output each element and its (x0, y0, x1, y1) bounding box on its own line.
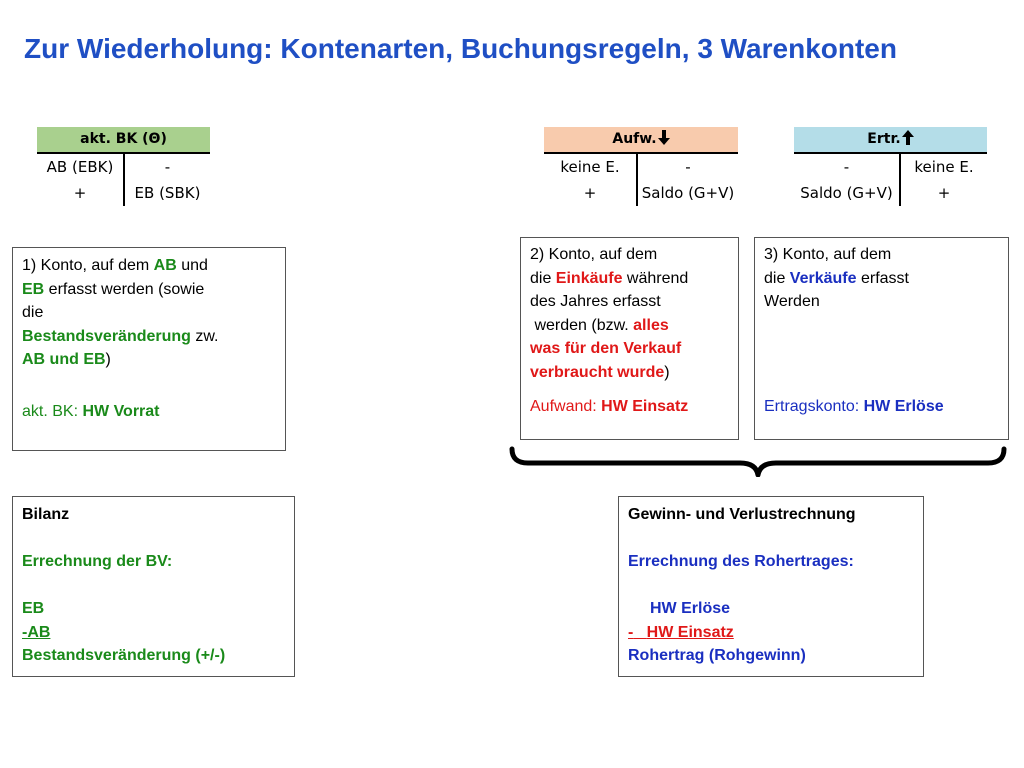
t-account-row (544, 180, 738, 206)
t-account-debit: keine E. (544, 154, 638, 180)
t-account-header (794, 127, 987, 154)
t-account-credit: - (685, 158, 691, 176)
text-line: EB (22, 600, 45, 617)
t-account-row (794, 180, 987, 206)
text-line: was für den Verkauf (530, 340, 682, 357)
t-account-row (37, 154, 210, 180)
t-account-header-label: Ertr. (867, 131, 901, 147)
t-account-credit: Saldo (G+V) (641, 184, 735, 202)
t-account-bk (37, 127, 210, 206)
t-account-header-label: Aufw. (612, 131, 657, 147)
text-line: Gewinn- und Verlustrechnung (628, 506, 856, 523)
t-account-header: akt. BK (Θ) (37, 127, 210, 154)
text-line: des Jahres erfasst (530, 293, 661, 310)
t-account-credit: - (164, 158, 171, 176)
box-ertragskonto (754, 237, 1009, 440)
t-account-credit: keine E. (914, 158, 974, 176)
text-line: EB erfasst werden (sowie (22, 280, 205, 298)
t-account-debit: + (37, 180, 125, 206)
text-line: 3) Konto, auf dem (764, 246, 892, 263)
t-account-aufwand (544, 127, 738, 206)
text-line: Bilanz (22, 506, 70, 523)
box-bestandskonto (12, 247, 286, 451)
curly-brace (508, 445, 1008, 477)
t-account-header (544, 127, 738, 154)
text-line: Aufwand: HW Einsatz (530, 398, 689, 415)
text-line: -AB (22, 623, 51, 641)
text-line: verbraucht wurde) (530, 363, 670, 381)
text-line: die (22, 304, 44, 321)
text-line: die Einkäufe während (530, 269, 689, 287)
box-bilanz (12, 496, 295, 677)
text-line: die Verkäufe erfasst (764, 269, 909, 287)
t-account-row (794, 154, 987, 180)
t-account-row (37, 180, 210, 206)
text-line: Bestandsveränderung (+/-) (22, 647, 226, 664)
text-line: HW Erlöse (650, 600, 731, 617)
text-line: Rohertrag (Rohgewinn) (628, 647, 806, 664)
t-account-debit: AB (EBK) (37, 154, 125, 180)
text-line: 2) Konto, auf dem (530, 246, 658, 263)
text-line: werden (bzw. alles (530, 316, 669, 334)
t-account-debit: - (794, 154, 901, 180)
arrow-up-icon (902, 130, 914, 145)
t-account-credit: + (937, 184, 951, 202)
text-line: akt. BK: HW Vorrat (22, 403, 160, 420)
text-line: Werden (764, 293, 820, 310)
box-guv (618, 496, 924, 677)
text-line: Errechnung der BV: (22, 553, 173, 570)
text-line: - HW Einsatz (628, 623, 734, 641)
text-line: Ertragskonto: HW Erlöse (764, 398, 944, 415)
t-account-ertrag (794, 127, 987, 206)
text-line: 1) Konto, auf dem AB und (22, 257, 208, 274)
t-account-debit: + (544, 180, 638, 206)
t-account-debit: Saldo (G+V) (794, 180, 901, 206)
t-account-credit: EB (SBK) (134, 184, 201, 202)
text-line: AB und EB) (22, 351, 111, 368)
box-aufwandskonto (520, 237, 739, 440)
page-title: Zur Wiederholung: Kontenarten, Buchungsregeln, 3 Warenkonten (24, 33, 897, 64)
t-account-row (544, 154, 738, 180)
text-line: Bestandsveränderung zw. (22, 327, 219, 345)
text-line: Errechnung des Rohertrages: (628, 553, 854, 570)
arrow-down-icon (658, 130, 670, 145)
